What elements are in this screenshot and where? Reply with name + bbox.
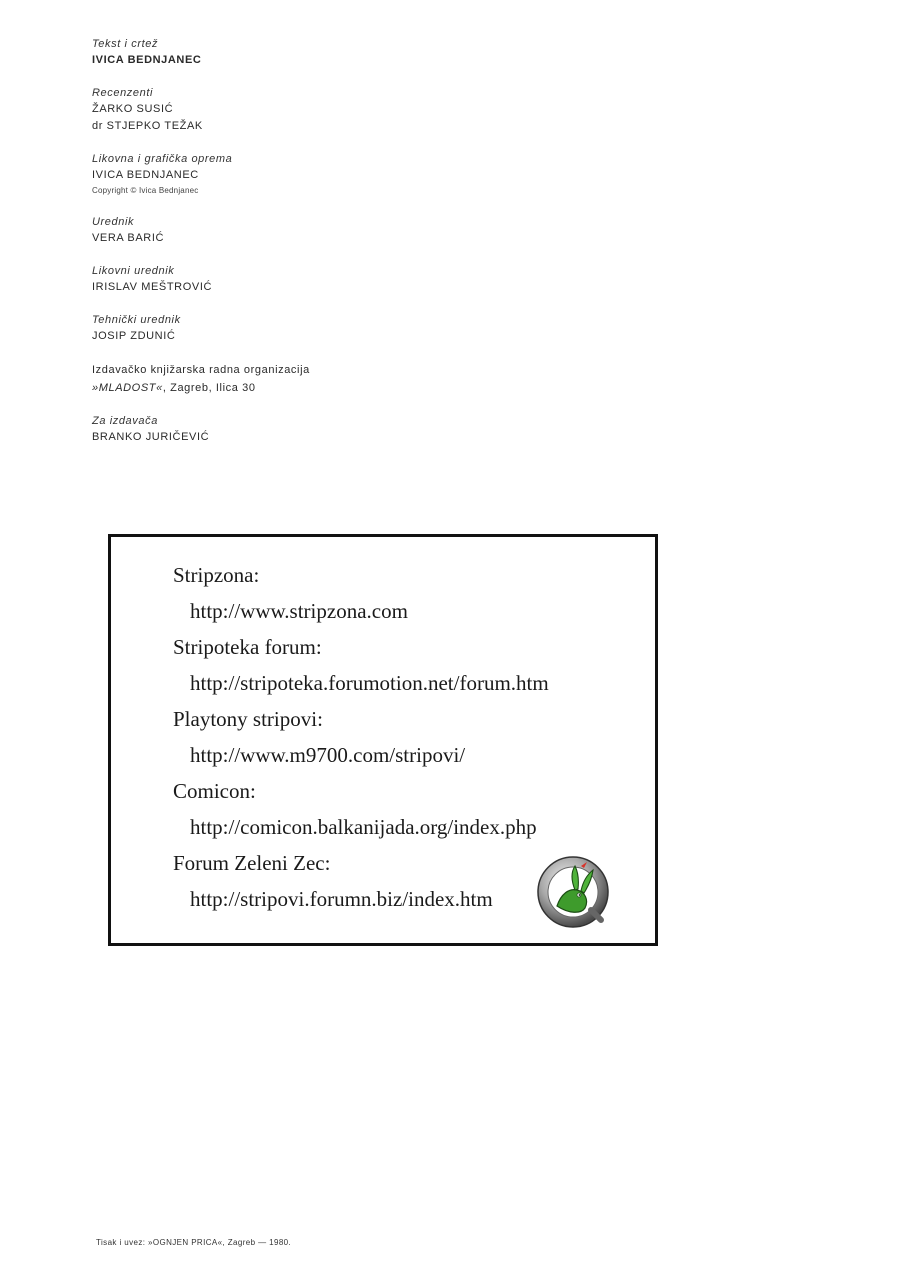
site-label: Playtony stripovi:	[173, 707, 323, 731]
links-box	[108, 534, 658, 946]
credit-name: dr STJEPKO TEŽAK	[92, 120, 203, 132]
credit-role: Za izdavača	[92, 415, 158, 427]
credit-name: IRISLAV MEŠTROVIĆ	[92, 281, 213, 293]
link-list	[173, 557, 549, 917]
credit-role: Likovni urednik	[92, 265, 175, 277]
site-url-link[interactable]: http://stripoteka.forumotion.net/forum.htm	[190, 671, 549, 695]
publisher-city: , Zagreb, Ilica 30	[162, 382, 256, 394]
printer-imprint: Tisak i uvez: »OGNJEN PRICA«, Zagreb — 1980.	[96, 1238, 292, 1247]
publisher-address	[92, 379, 492, 397]
green-rabbit-logo-icon	[535, 854, 611, 930]
credit-name: IVICA BEDNJANEC	[92, 54, 202, 66]
credit-role: Tehnički urednik	[92, 314, 181, 326]
site-label: Stripzona:	[173, 563, 260, 587]
credit-text-drawing	[92, 36, 492, 69]
credit-editor	[92, 214, 492, 247]
credit-art-editor	[92, 263, 492, 296]
publisher-name: »MLADOST«	[92, 382, 163, 394]
site-url-link[interactable]: http://stripovi.forumn.biz/index.htm	[190, 887, 493, 911]
credit-role: Tekst i crtež	[92, 38, 159, 50]
credit-for-publisher	[92, 413, 492, 446]
credit-role: Recenzenti	[92, 87, 154, 99]
credit-name: BRANKO JURIČEVIĆ	[92, 431, 210, 443]
site-url-link[interactable]: http://www.stripzona.com	[190, 599, 408, 623]
copyright-notice: Copyright © Ivica Bednjanec	[92, 186, 199, 195]
credit-reviewers	[92, 85, 492, 135]
credit-name: ŽARKO SUSIĆ	[92, 103, 174, 115]
credit-art-design	[92, 151, 492, 198]
site-label: Comicon:	[173, 779, 256, 803]
credit-name: JOSIP ZDUNIĆ	[92, 330, 176, 342]
credit-name: VERA BARIĆ	[92, 232, 165, 244]
credit-publisher	[92, 361, 492, 397]
credit-name: IVICA BEDNJANEC	[92, 169, 199, 181]
credit-technical-editor	[92, 312, 492, 345]
site-label: Stripoteka forum:	[173, 635, 322, 659]
site-url-link[interactable]: http://comicon.balkanijada.org/index.php	[190, 815, 537, 839]
site-url-link[interactable]: http://www.m9700.com/stripovi/	[190, 743, 466, 767]
publisher-line: Izdavačko knjižarska radna organizacija	[92, 364, 310, 376]
site-label: Forum Zeleni Zec:	[173, 851, 331, 875]
credit-role: Urednik	[92, 216, 135, 228]
credits-section	[92, 36, 492, 462]
credit-role: Likovna i grafička oprema	[92, 153, 233, 165]
